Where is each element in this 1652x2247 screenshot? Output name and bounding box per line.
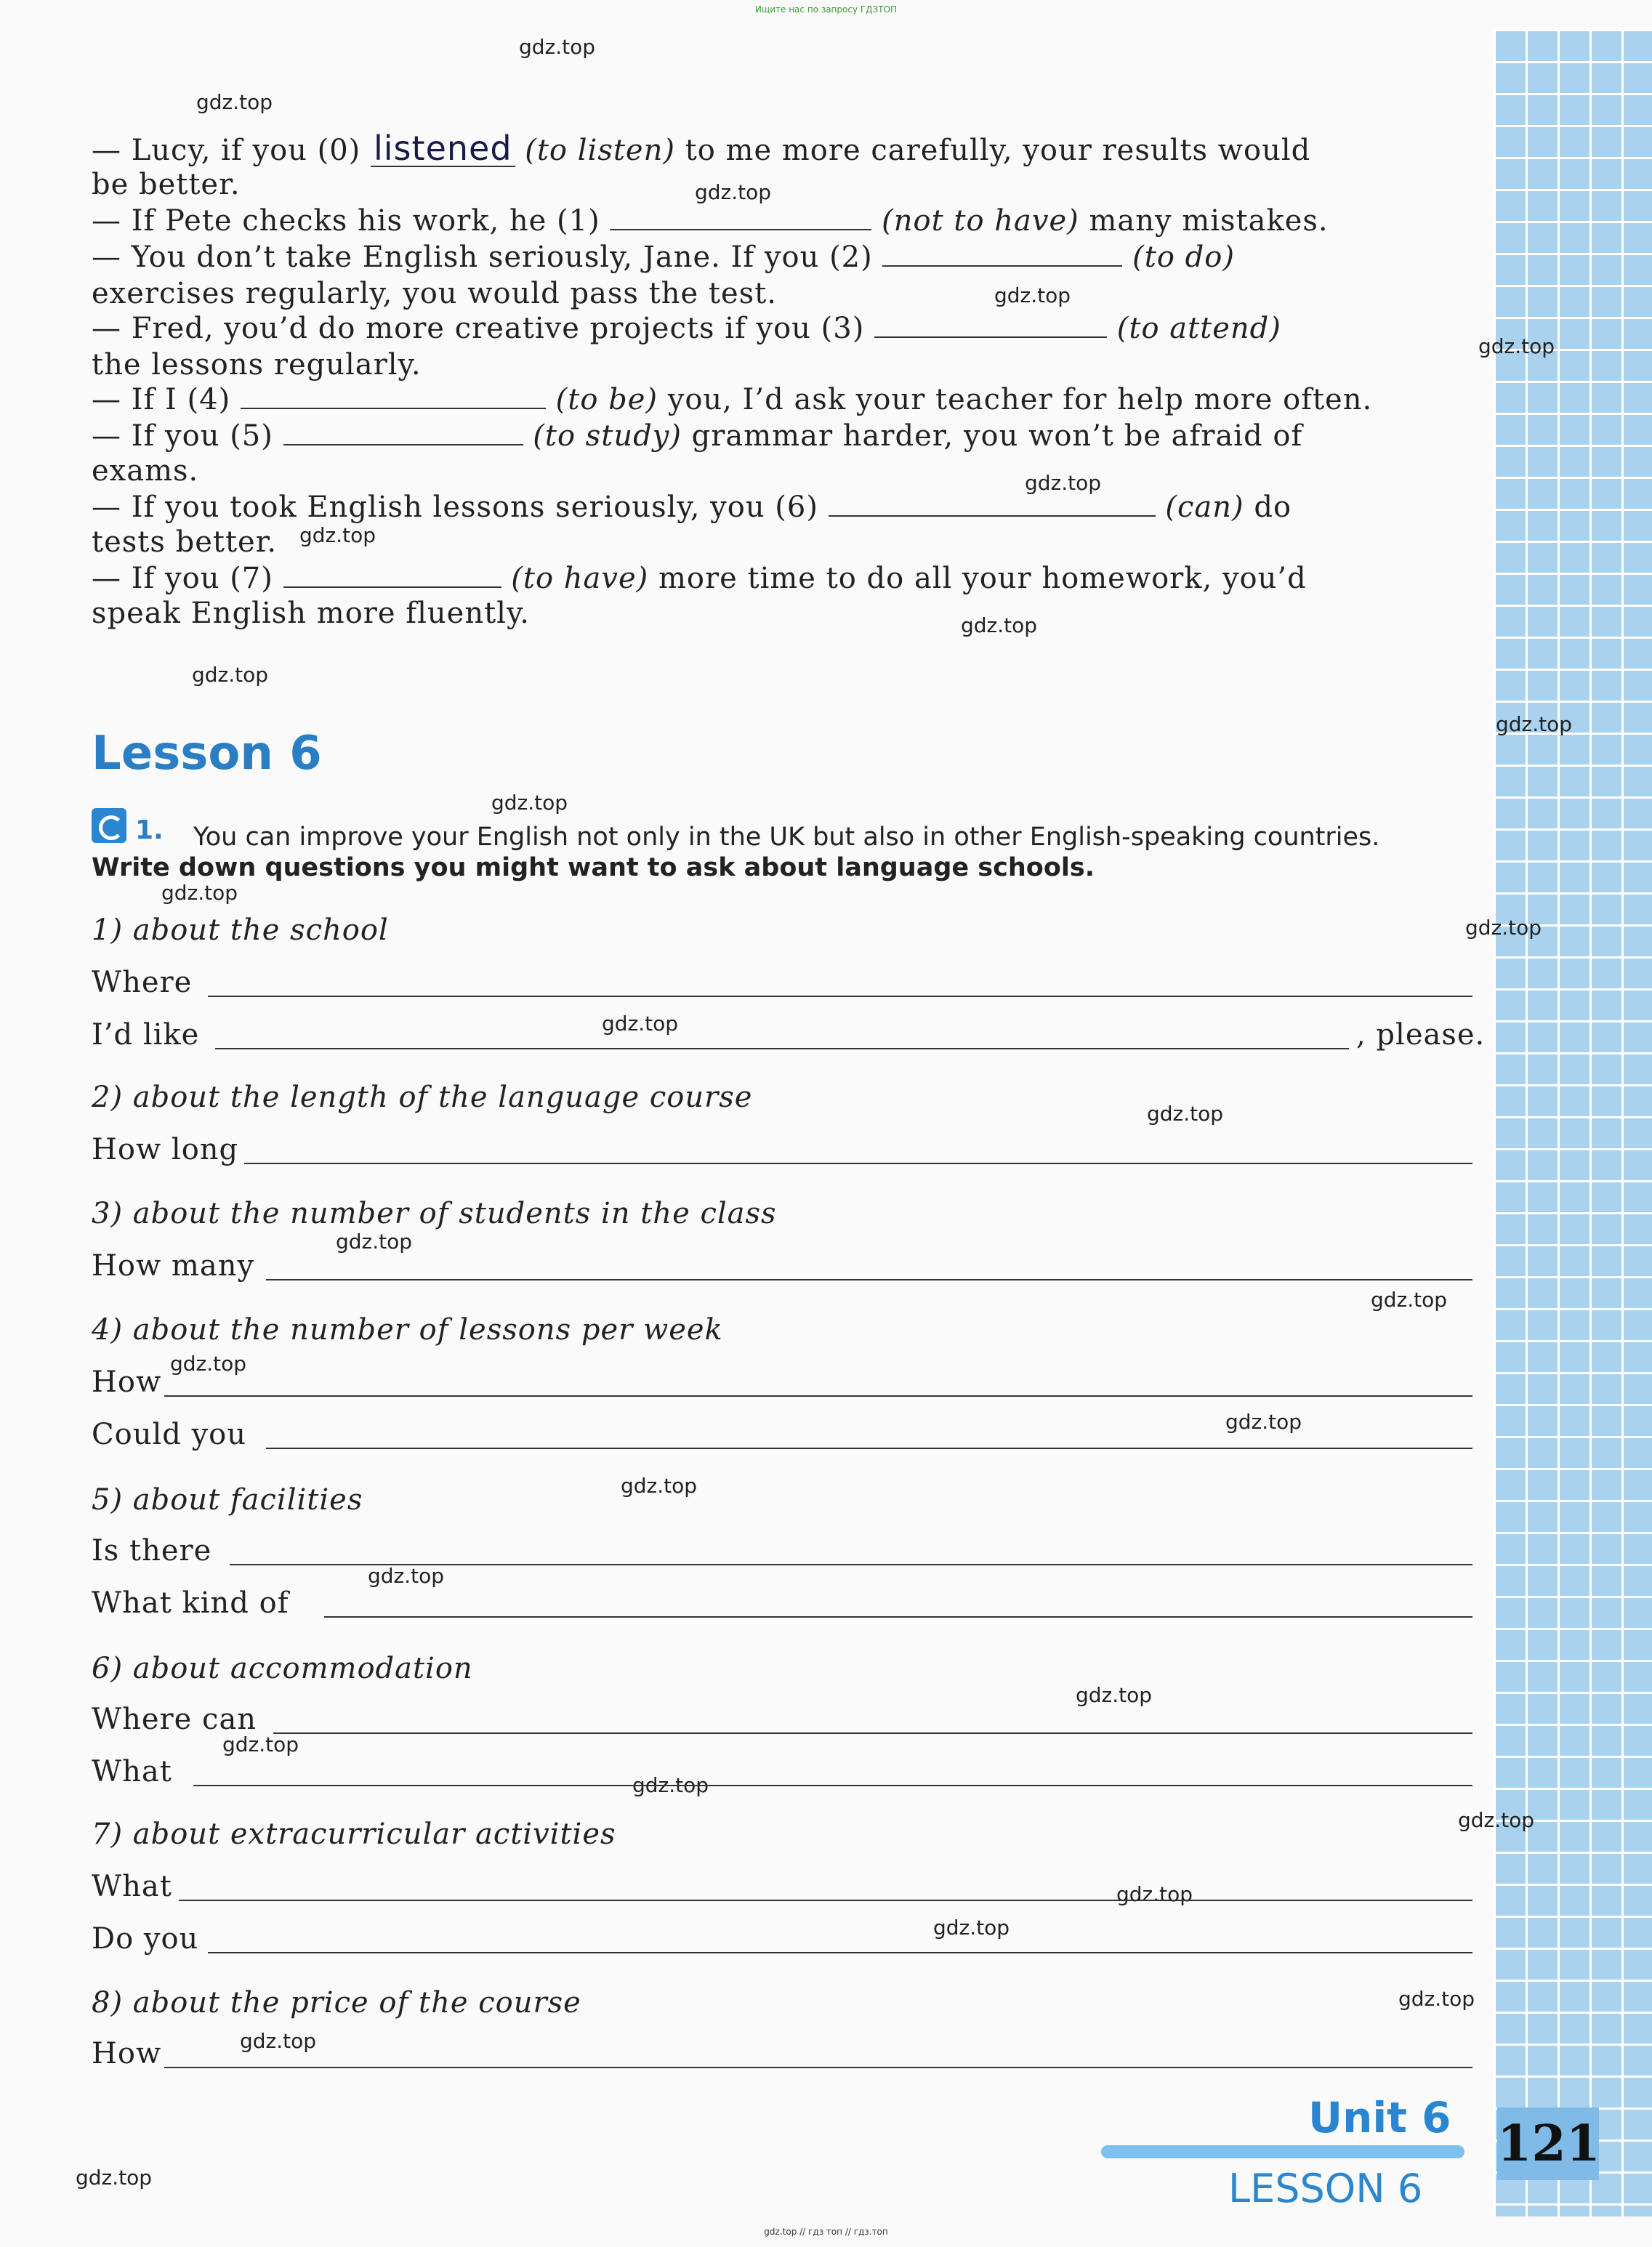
- answer-line[interactable]: [164, 2067, 1472, 2068]
- question-heading: 7) about extracurricular activities: [92, 1818, 616, 1851]
- question-heading: 1) about the school: [92, 913, 389, 947]
- watermark: gdz.top: [621, 1474, 698, 1498]
- question-prompt: What: [92, 1755, 172, 1788]
- answer-blank[interactable]: [283, 419, 523, 445]
- answer-blank[interactable]: [874, 312, 1107, 338]
- answer-line[interactable]: [164, 1395, 1472, 1397]
- question-prompt: How many: [92, 1249, 255, 1283]
- lesson-footer-label: LESSON 6: [1228, 2166, 1423, 2211]
- watermark: gdz.top: [336, 1230, 413, 1254]
- watermark: gdz.top: [961, 613, 1038, 637]
- question-prompt: How long: [92, 1133, 239, 1166]
- answer-line[interactable]: [179, 1900, 1472, 1901]
- listening-exercise-icon: [92, 808, 126, 843]
- watermark: gdz.top: [1496, 712, 1573, 736]
- watermark: gdz.top: [695, 180, 772, 204]
- answer-line[interactable]: [193, 1785, 1472, 1786]
- exercise-number: 1.: [135, 815, 164, 845]
- question-suffix: , please.: [1356, 1018, 1486, 1052]
- watermark: gdz.top: [1458, 1808, 1535, 1832]
- watermark: gdz.top: [1025, 471, 1102, 495]
- watermark: gdz.top: [222, 1732, 299, 1756]
- sentence-line: the lessons regularly.: [92, 348, 422, 382]
- sentence-line: tests better.: [92, 525, 278, 559]
- watermark: gdz.top: [299, 523, 376, 547]
- question-prompt: How: [92, 1365, 162, 1399]
- watermark: gdz.top: [1398, 1987, 1475, 2011]
- question-heading: 2) about the length of the language course: [92, 1081, 753, 1114]
- watermark: gdz.top: [196, 90, 273, 114]
- answer-line[interactable]: [266, 1279, 1472, 1280]
- sentence-line: speak English more fluently.: [92, 597, 530, 630]
- sentence-line: — Lucy, if you (0) listened (to listen) to me more carefully, your results would: [92, 129, 1311, 168]
- question-heading: 4) about the number of lessons per week: [92, 1313, 723, 1347]
- answer-line[interactable]: [208, 996, 1472, 997]
- watermark: gdz.top: [602, 1012, 679, 1036]
- watermark: gdz.top: [1225, 1410, 1302, 1434]
- watermark: gdz.top: [1371, 1288, 1448, 1312]
- sentence-line: — If I (4) (to be) you, I’d ask your teacher for help more often.: [92, 383, 1373, 416]
- sentence-line: — If you took English lessons seriously, you (6) (can) do: [92, 491, 1292, 524]
- question-heading: 5) about facilities: [92, 1483, 363, 1517]
- answer-line[interactable]: [208, 1952, 1472, 1953]
- answer-blank[interactable]: [882, 241, 1122, 267]
- sentence-line: exams.: [92, 454, 199, 488]
- watermark: gdz.top: [240, 2029, 317, 2053]
- answer-line[interactable]: [230, 1564, 1472, 1565]
- watermark: gdz.top: [519, 35, 596, 59]
- question-prompt: Is there: [92, 1534, 212, 1568]
- header-note: Ищите нас по запросу ГДЗТОП: [754, 4, 898, 15]
- watermark: gdz.top: [491, 791, 568, 815]
- watermark: gdz.top: [1076, 1683, 1153, 1707]
- watermark: gdz.top: [933, 1916, 1010, 1940]
- watermark: gdz.top: [368, 1564, 445, 1588]
- answer-line[interactable]: [244, 1163, 1472, 1164]
- footer-bar: [1101, 2145, 1464, 2158]
- watermark: gdz.top: [192, 663, 269, 687]
- sentence-line: be better.: [92, 168, 241, 201]
- answer-blank[interactable]: [283, 562, 501, 588]
- sentence-line: — You don’t take English seriously, Jane. If you (2) (to do): [92, 241, 1235, 274]
- sentence-line: — If you (7) (to have) more time to do all your homework, you’d: [92, 562, 1307, 595]
- watermark: gdz.top: [170, 1352, 247, 1376]
- question-prompt: Where: [92, 966, 193, 999]
- question-prompt: What: [92, 1870, 172, 1903]
- watermark: gdz.top: [1147, 1102, 1224, 1126]
- page-number: 121: [1497, 2107, 1599, 2180]
- answer-line[interactable]: [324, 1616, 1472, 1618]
- exercise-instruction: Write down questions you might want to ask about language schools.: [92, 853, 1095, 882]
- question-prompt: I’d like: [92, 1018, 200, 1052]
- question-prompt: Could you: [92, 1418, 247, 1451]
- watermark: gdz.top: [76, 2166, 153, 2190]
- watermark: gdz.top: [1478, 334, 1555, 358]
- answer-line[interactable]: [273, 1732, 1472, 1734]
- answer-line[interactable]: [266, 1448, 1472, 1449]
- question-prompt: Where can: [92, 1703, 257, 1736]
- watermark: gdz.top: [1116, 1882, 1193, 1906]
- watermark: gdz.top: [161, 881, 238, 905]
- watermark: gdz.top: [632, 1773, 709, 1797]
- footer-note: gdz.top // гдз топ // гдз.топ: [764, 2227, 888, 2237]
- answer-blank[interactable]: [610, 204, 871, 230]
- question-heading: 8) about the price of the course: [92, 1986, 581, 2020]
- question-heading: 3) about the number of students in the class: [92, 1197, 777, 1230]
- question-prompt: What kind of: [92, 1586, 289, 1620]
- answer-blank[interactable]: [829, 491, 1156, 517]
- sentence-line: — Fred, you’d do more creative projects if you (3) (to attend): [92, 312, 1281, 345]
- watermark: gdz.top: [1465, 916, 1542, 940]
- question-heading: 6) about accommodation: [92, 1652, 473, 1685]
- sentence-line: exercises regularly, you would pass the test.: [92, 277, 777, 310]
- exercise-intro: You can improve your English not only in the UK but also in other English-speaking countries.: [193, 823, 1380, 852]
- watermark: gdz.top: [994, 283, 1071, 307]
- sentence-line: — If you (5) (to study) grammar harder, you won’t be afraid of: [92, 419, 1303, 453]
- sentence-line: — If Pete checks his work, he (1) (not to have) many mistakes.: [92, 204, 1329, 238]
- answer-blank[interactable]: [241, 383, 546, 409]
- question-prompt: Do you: [92, 1922, 199, 1956]
- handwritten-answer: listened: [371, 131, 515, 167]
- lesson-title: Lesson 6: [92, 727, 322, 780]
- answer-line[interactable]: [215, 1048, 1349, 1049]
- unit-label: Unit 6: [1308, 2093, 1451, 2142]
- question-prompt: How: [92, 2037, 162, 2070]
